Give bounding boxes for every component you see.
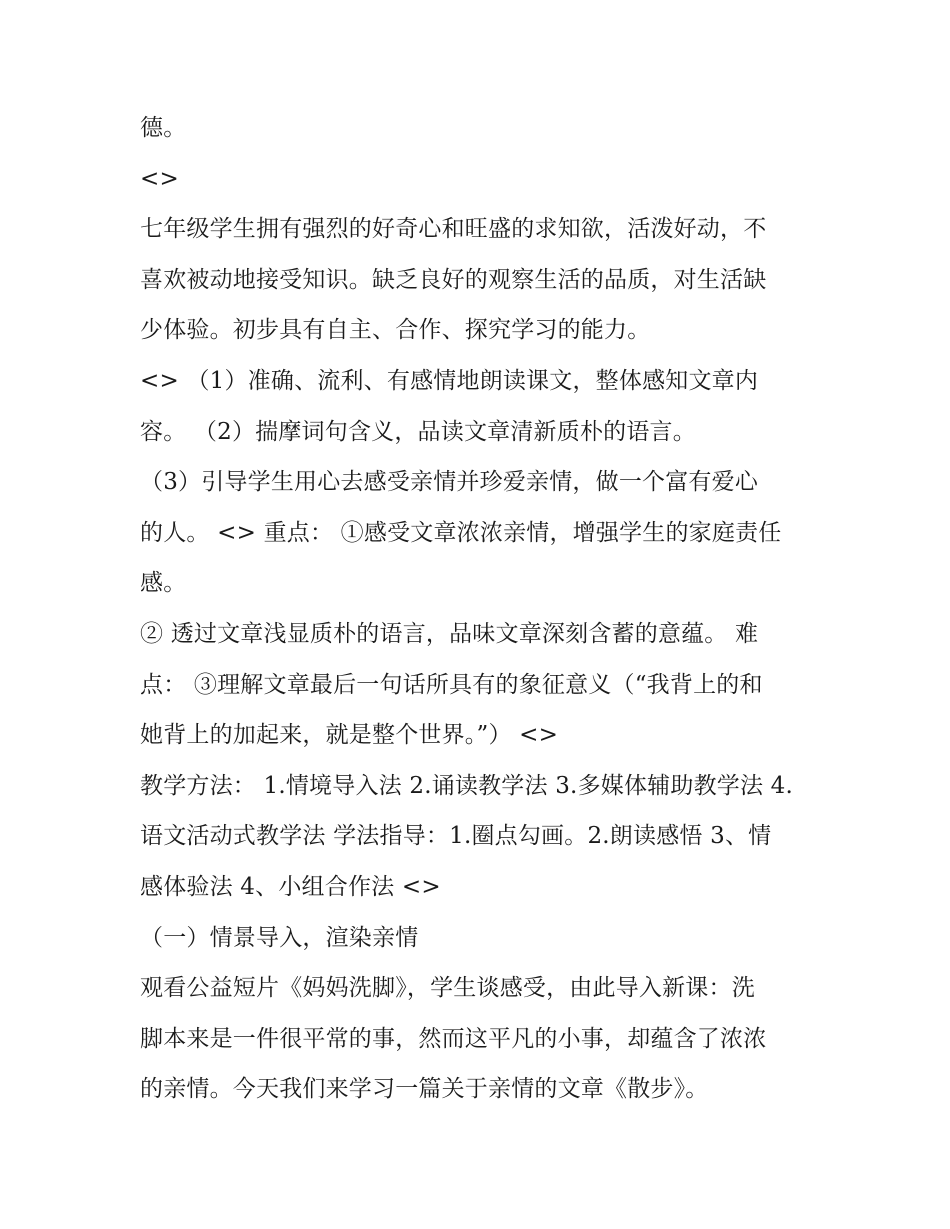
- text-line: （3）引导学生用心去感受亲情并珍爱亲情，做一个富有爱心: [140, 469, 759, 496]
- text-line: 感体验法 4、小组合作法 <>: [140, 873, 441, 900]
- text-line: 点： ③理解文章最后一句话所具有的象征意义（“我背上的和: [140, 671, 763, 698]
- text-line: 少体验。初步具有自主、合作、探究学习的能力。: [140, 317, 651, 344]
- text-line: <> （1）准确、流利、有感情地朗读课文，整体感知文章内: [140, 367, 759, 394]
- text-line: 语文活动式教学法 学法指导：1.圈点勾画。2.朗读感悟 3、情: [140, 823, 772, 850]
- text-line: 她背上的加起来，就是整个世界。”） <>: [140, 722, 559, 749]
- text-line: 观看公益短片《妈妈洗脚》，学生谈感受，由此导入新课：洗: [140, 975, 755, 1002]
- text-line: 七年级学生拥有强烈的好奇心和旺盛的求知欲，活泼好动，不: [140, 216, 767, 243]
- text-line: 教学方法： 1.情境导入法 2.诵读教学法 3.多媒体辅助教学法 4.: [140, 772, 794, 799]
- text-line: ② 透过文章浅显质朴的语言，品味文章深刻含蓄的意蕴。 难: [140, 620, 759, 647]
- text-line: 德。: [140, 115, 187, 141]
- text-line: 容。 （2）揣摩词句含义，品读文章清新质朴的语言。: [140, 418, 696, 445]
- text-line: <>: [140, 165, 179, 192]
- body-text: [140, 103, 820, 1115]
- text-line: 的亲情。今天我们来学习一篇关于亲情的文章《散步》。: [140, 1076, 709, 1103]
- section-heading: （一）情景导入，渲染亲情: [140, 924, 419, 951]
- text-line: 感。: [140, 570, 187, 597]
- text-line: 的人。 <> 重点： ①感受文章浓浓亲情，增强学生的家庭责任: [140, 519, 782, 546]
- text-line: 脚本来是一件很平常的事，然而这平凡的小事，却蕴含了浓浓: [140, 1025, 767, 1052]
- text-line: 喜欢被动地接受知识。缺乏良好的观察生活的品质，对生活缺: [140, 266, 767, 293]
